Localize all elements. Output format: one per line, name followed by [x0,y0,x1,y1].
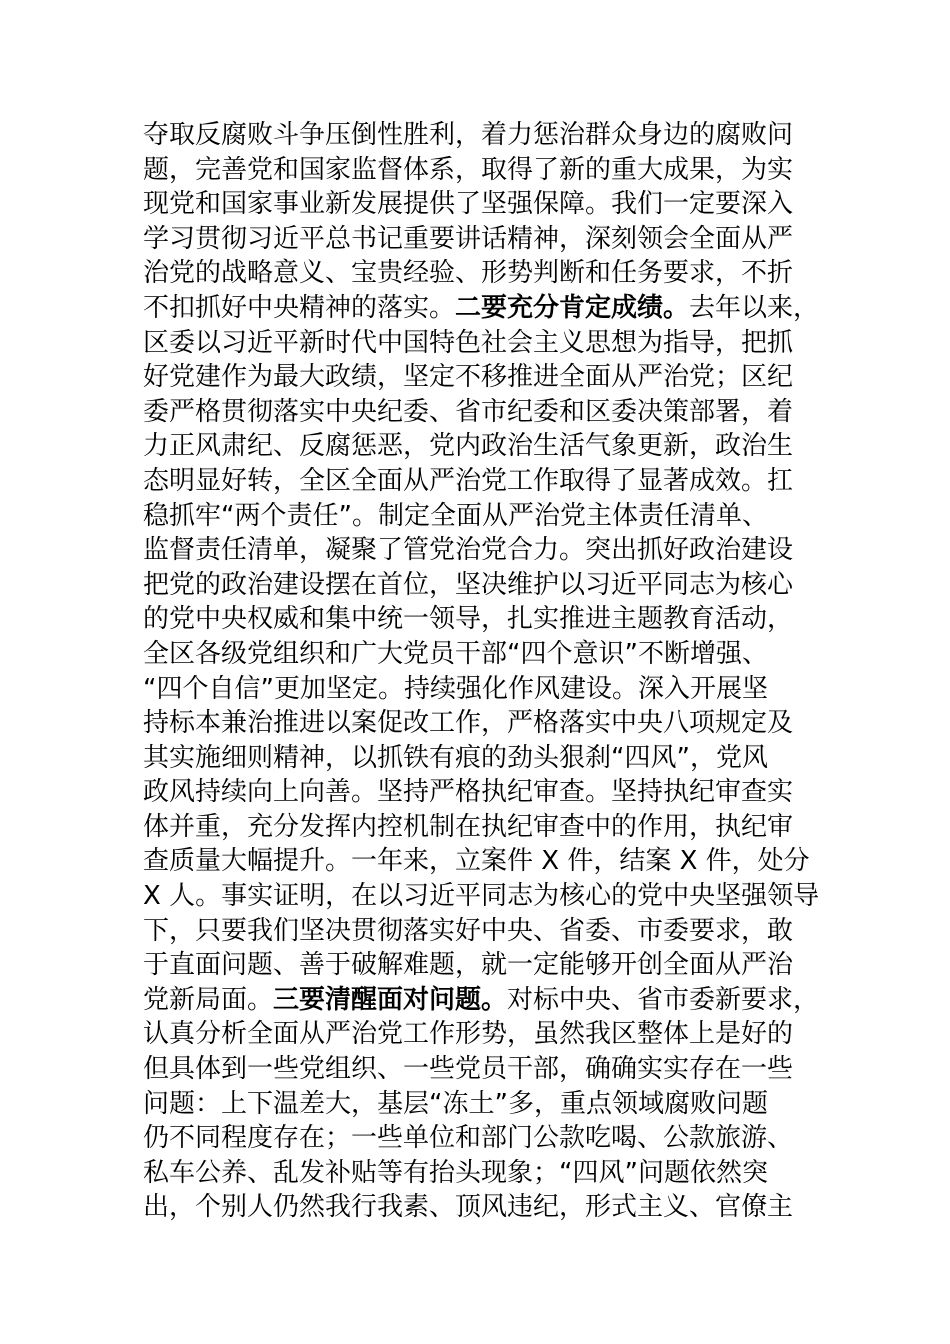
text-run: 现党和国家事业新发展提供了坚强保障。我们一定要深入 [143,189,794,220]
text-run: 的党中央权威和集中统一领导，扎实推进主题教育活动， [143,604,794,635]
text-run: X 人。事实证明，在以习近平同志为核心的党中央坚强领导 [143,881,820,912]
text-run: 区委以习近平新时代中国特色社会主义思想为指导，把抓 [143,327,794,358]
text-run: 于直面问题、善于破解难题，就一定能够开创全面从严治 [143,950,794,981]
text-run: 下，只要我们坚决贯彻落实好中央、省委、市委要求，敢 [143,915,794,946]
text-line [143,1121,833,1156]
text-run: “四个自信”更加坚定。持续强化作风建设。深入开展坚 [143,673,768,704]
text-line [143,1087,833,1122]
text-line [143,326,833,361]
text-run: 夺取反腐败斗争压倒性胜利，着力惩治群众身边的腐败问 [143,120,794,150]
text-line [143,1156,833,1191]
text-line [143,533,833,568]
text-run: 好党建作为最大政绩，坚定不移推进全面从严治党；区纪 [143,362,794,393]
text-run: 持标本兼治推进以案促改工作，严格落实中央八项规定及 [143,708,794,739]
text-line [143,810,833,845]
text-line [143,775,833,810]
text-line [143,360,833,395]
text-line [143,291,833,326]
text-run: 对标中央、省市委新要求， [507,984,820,1015]
text-run: 委严格贯彻落实中央纪委、省市纪委和区委决策部署，着 [143,396,794,427]
text-run: 出，个别人仍然我行我素、顶风违纪，形式主义、官僚主 [143,1192,794,1223]
text-run: 查质量大幅提升。一年来，立案件 X 件，结案 X 件，处分 [143,846,810,877]
text-run: 力正风肃纪、反腐惩恶，党内政治生活气象更新，政治生 [143,431,794,462]
text-line [143,568,833,603]
text-line [143,1052,833,1087]
text-run: 把党的政治建设摆在首位，坚决维护以习近平同志为核心 [143,569,794,600]
text-line [143,602,833,637]
text-run: 学习贯彻习近平总书记重要讲话精神，深刻领会全面从严 [143,223,794,254]
text-line [143,844,833,879]
text-line [143,187,833,222]
text-run: 其实施细则精神，以抓铁有痕的劲头狠刹“四风”，党风 [143,742,768,773]
text-run: 认真分析全面从严治党工作形势，虽然我区整体上是好的 [143,1019,794,1050]
text-run: 私车公养、乱发补贴等有抬头现象；“四风”问题依然突 [143,1157,768,1188]
text-line [143,153,833,188]
text-line [143,706,833,741]
text-line [143,464,833,499]
text-run: 态明显好转，全区全面从严治党工作取得了显著成效。扛 [143,465,794,496]
text-line [143,1190,833,1225]
bold-heading-phrase: 三要清醒面对问题。 [273,984,508,1015]
text-line [143,256,833,291]
bold-heading-phrase: 二要充分肯定成绩。 [455,292,690,323]
text-run: 政风持续向上向善。坚持严格执纪审查。坚持执纪审查实 [143,777,794,808]
text-line [143,879,833,914]
text-run: 党新局面。 [143,984,274,1015]
document-body-text [143,118,833,1225]
text-line [143,637,833,672]
text-line [143,1017,833,1052]
text-line [143,741,833,776]
text-line [143,672,833,707]
text-line [143,118,833,153]
text-line [143,222,833,257]
text-run: 体并重，充分发挥内控机制在执纪审查中的作用，执纪审 [143,811,794,842]
text-run: 稳抓牢“两个责任”。制定全面从严治党主体责任清单、 [143,500,768,531]
text-run: 治党的战略意义、宝贵经验、形势判断和任务要求，不折 [143,258,794,289]
text-run: 仍不同程度存在；一些单位和部门公款吃喝、公款旅游、 [143,1123,794,1154]
text-line [143,499,833,534]
text-line [143,914,833,949]
text-run: 不扣抓好中央精神的落实。 [143,292,456,323]
text-line [143,948,833,983]
text-line [143,429,833,464]
text-run: 题，完善党和国家监督体系，取得了新的重大成果，为实 [143,154,794,185]
text-run: 去年以来， [689,292,820,323]
text-run: 监督责任清单，凝聚了管党治党合力。突出抓好政治建设 [143,535,794,566]
text-line [143,983,833,1018]
text-run: 全区各级党组织和广大党员干部“四个意识”不断增强、 [143,638,768,669]
text-run: 但具体到一些党组织、一些党员干部，确确实实存在一些 [143,1054,794,1085]
text-line [143,395,833,430]
text-run: 问题：上下温差大，基层“冻土”多，重点领域腐败问题 [143,1088,768,1119]
